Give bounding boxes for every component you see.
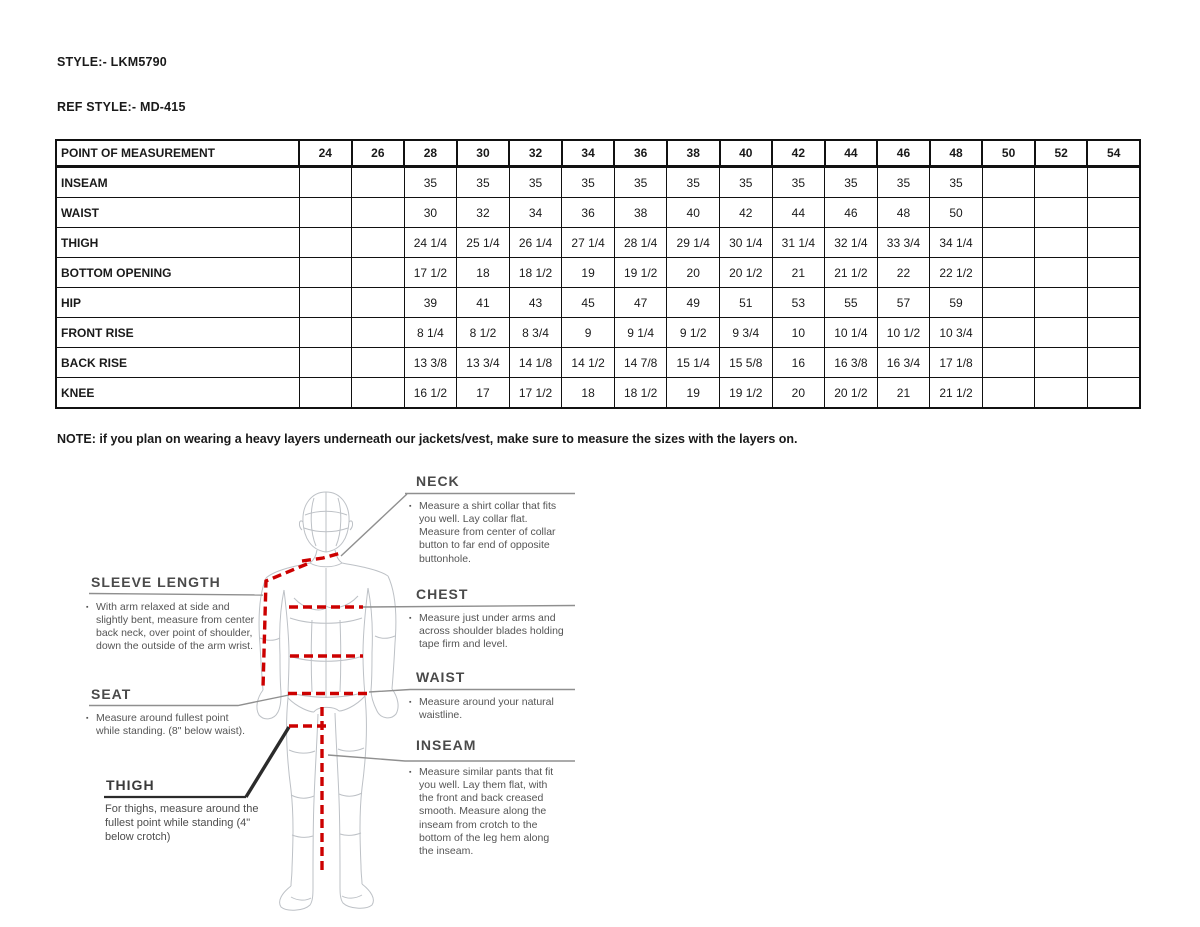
size-value-cell: 59	[930, 288, 983, 318]
size-value-cell: 41	[457, 288, 510, 318]
guide-title-sleeve-length: SLEEVE LENGTH	[91, 574, 221, 590]
guide-title-seat: SEAT	[91, 686, 132, 702]
size-value-cell: 9 1/2	[667, 318, 720, 348]
size-value-cell: 9 3/4	[720, 318, 773, 348]
size-value-cell: 14 1/8	[509, 348, 562, 378]
size-value-cell: 17 1/2	[509, 378, 562, 409]
size-value-cell	[982, 228, 1035, 258]
size-value-cell: 14 7/8	[614, 348, 667, 378]
size-value-cell: 8 1/4	[404, 318, 457, 348]
size-value-cell: 51	[720, 288, 773, 318]
size-column-header: 32	[509, 140, 562, 167]
size-value-cell: 57	[877, 288, 930, 318]
guide-desc: Measure similar pants that fit you well. Lay them flat, with the front and back creased smooth. Measure along the inseam from crotch to the bottom of the leg hem along the inseam.	[419, 766, 554, 857]
guide-text-neck	[409, 500, 557, 566]
size-value-cell	[299, 167, 352, 198]
size-value-cell	[1087, 348, 1140, 378]
guide-title-neck: NECK	[416, 473, 460, 489]
size-value-cell: 35	[772, 167, 825, 198]
size-value-cell: 20 1/2	[720, 258, 773, 288]
measurement-row	[56, 318, 1140, 348]
size-value-cell	[299, 258, 352, 288]
size-column-header: 28	[404, 140, 457, 167]
measurement-row	[56, 288, 1140, 318]
size-value-cell: 35	[457, 167, 510, 198]
size-value-cell: 35	[562, 167, 615, 198]
guide-title-inseam: INSEAM	[416, 737, 477, 753]
size-value-cell: 18	[562, 378, 615, 409]
size-value-cell: 10 1/2	[877, 318, 930, 348]
size-value-cell: 17 1/2	[404, 258, 457, 288]
size-value-cell: 10 3/4	[930, 318, 983, 348]
bullet-icon: ▪	[86, 715, 89, 722]
bullet-icon: ▪	[86, 604, 89, 611]
measurement-row	[56, 378, 1140, 409]
size-value-cell: 49	[667, 288, 720, 318]
size-value-cell	[1035, 318, 1088, 348]
size-value-cell: 53	[772, 288, 825, 318]
size-value-cell: 14 1/2	[562, 348, 615, 378]
size-value-cell	[1087, 258, 1140, 288]
size-value-cell	[352, 378, 405, 409]
measurement-row	[56, 198, 1140, 228]
size-value-cell: 21	[772, 258, 825, 288]
size-value-cell: 18	[457, 258, 510, 288]
size-value-cell	[1035, 258, 1088, 288]
size-value-cell: 33 3/4	[877, 228, 930, 258]
size-value-cell: 17	[457, 378, 510, 409]
size-value-cell	[1035, 378, 1088, 409]
size-value-cell: 8 3/4	[509, 318, 562, 348]
size-value-cell: 35	[825, 167, 878, 198]
size-column-header: 38	[667, 140, 720, 167]
measurement-label: WAIST	[56, 198, 299, 228]
size-value-cell	[299, 378, 352, 409]
size-value-cell: 13 3/8	[404, 348, 457, 378]
size-value-cell	[1087, 288, 1140, 318]
guide-desc: For thighs, measure around the fullest point while standing (4" below crotch)	[105, 803, 259, 843]
size-value-cell: 39	[404, 288, 457, 318]
size-value-cell	[1087, 167, 1140, 198]
guide-text-chest	[409, 612, 564, 651]
size-value-cell: 10 1/4	[825, 318, 878, 348]
figure-wireframe	[60, 460, 660, 925]
size-value-cell: 16 3/4	[877, 348, 930, 378]
size-value-cell	[1087, 378, 1140, 409]
size-value-cell: 18 1/2	[509, 258, 562, 288]
size-value-cell: 35	[614, 167, 667, 198]
measurement-label: FRONT RISE	[56, 318, 299, 348]
size-value-cell	[982, 198, 1035, 228]
size-value-cell: 22 1/2	[930, 258, 983, 288]
size-value-cell: 20 1/2	[825, 378, 878, 409]
size-value-cell	[1035, 348, 1088, 378]
size-column-header: 30	[457, 140, 510, 167]
size-column-header: 46	[877, 140, 930, 167]
size-value-cell: 8 1/2	[457, 318, 510, 348]
size-value-cell	[352, 167, 405, 198]
size-value-cell	[352, 258, 405, 288]
size-value-cell: 40	[667, 198, 720, 228]
size-value-cell: 48	[877, 198, 930, 228]
size-value-cell: 43	[509, 288, 562, 318]
size-value-cell: 10	[772, 318, 825, 348]
size-value-cell: 18 1/2	[614, 378, 667, 409]
size-value-cell	[982, 167, 1035, 198]
size-value-cell	[352, 198, 405, 228]
size-value-cell	[1087, 228, 1140, 258]
size-value-cell: 30 1/4	[720, 228, 773, 258]
size-column-header: 26	[352, 140, 405, 167]
size-value-cell: 27 1/4	[562, 228, 615, 258]
guide-desc: Measure just under arms and across shoulder blades holding tape firm and level.	[419, 612, 564, 651]
size-value-cell: 20	[772, 378, 825, 409]
measuring-guide-diagram	[60, 460, 660, 925]
size-value-cell	[1035, 167, 1088, 198]
size-value-cell: 16	[772, 348, 825, 378]
measurement-row	[56, 348, 1140, 378]
size-value-cell: 16 1/2	[404, 378, 457, 409]
size-value-cell: 34 1/4	[930, 228, 983, 258]
size-value-cell	[982, 318, 1035, 348]
size-value-cell: 35	[720, 167, 773, 198]
note-text: NOTE: if you plan on wearing a heavy layers underneath our jackets/vest, make sure to measure the sizes with the layers on.	[57, 432, 798, 446]
size-value-cell: 38	[614, 198, 667, 228]
guide-text-thigh	[105, 803, 277, 844]
size-value-cell	[352, 348, 405, 378]
size-value-cell: 21 1/2	[825, 258, 878, 288]
mannequin-outline	[257, 492, 398, 910]
waist-connector-line	[369, 690, 575, 693]
size-value-cell: 25 1/4	[457, 228, 510, 258]
size-value-cell	[352, 228, 405, 258]
ref-style-label: REF STYLE:- MD-415	[57, 100, 186, 114]
size-column-header: 24	[299, 140, 352, 167]
size-value-cell: 19	[667, 378, 720, 409]
size-value-cell: 24 1/4	[404, 228, 457, 258]
size-value-cell: 32 1/4	[825, 228, 878, 258]
size-column-header: 42	[772, 140, 825, 167]
measurement-row	[56, 167, 1140, 198]
sleeve-measure-line	[263, 564, 307, 688]
measurement-row	[56, 228, 1140, 258]
size-value-cell: 29 1/4	[667, 228, 720, 258]
size-value-cell: 9 1/4	[614, 318, 667, 348]
size-value-cell: 35	[404, 167, 457, 198]
guide-text-inseam	[409, 766, 561, 858]
size-value-cell: 19 1/2	[720, 378, 773, 409]
bullet-icon: ▪	[409, 503, 412, 510]
size-value-cell: 21 1/2	[930, 378, 983, 409]
size-value-cell	[1035, 198, 1088, 228]
measurement-table	[55, 139, 1141, 409]
guide-title-chest: CHEST	[416, 586, 469, 602]
guide-text-waist	[409, 696, 557, 722]
size-value-cell: 35	[509, 167, 562, 198]
size-value-cell: 42	[720, 198, 773, 228]
size-column-header: 34	[562, 140, 615, 167]
size-column-header: 54	[1087, 140, 1140, 167]
size-value-cell	[982, 348, 1035, 378]
guide-desc: Measure around your natural waistline.	[419, 696, 554, 722]
guide-desc: With arm relaxed at side and slightly bent, measure from center back neck, over point of shoulder, down the outside of the arm wrist.	[96, 601, 255, 653]
sleeve-connector-line	[89, 594, 263, 596]
size-value-cell: 47	[614, 288, 667, 318]
bullet-icon: ▪	[409, 699, 412, 706]
style-label: STYLE:- LKM5790	[57, 55, 167, 69]
size-value-cell	[982, 288, 1035, 318]
size-value-cell: 50	[930, 198, 983, 228]
size-value-cell	[299, 348, 352, 378]
guide-desc: Measure around fullest point while standing. (8" below waist).	[96, 712, 246, 738]
size-value-cell	[299, 198, 352, 228]
size-value-cell	[299, 288, 352, 318]
size-value-cell: 19 1/2	[614, 258, 667, 288]
corner-header: POINT OF MEASUREMENT	[56, 140, 299, 167]
size-value-cell: 20	[667, 258, 720, 288]
size-value-cell	[352, 288, 405, 318]
guide-desc: Measure a shirt collar that fits you well. Lay collar flat. Measure from center of collar button to far end of opposite buttonhole.	[419, 500, 557, 565]
size-value-cell: 28 1/4	[614, 228, 667, 258]
size-value-cell: 46	[825, 198, 878, 228]
size-value-cell: 31 1/4	[772, 228, 825, 258]
size-value-cell: 13 3/4	[457, 348, 510, 378]
guide-text-seat	[86, 712, 246, 738]
size-column-header: 40	[720, 140, 773, 167]
neck-connector-line	[341, 494, 407, 556]
size-column-header: 36	[614, 140, 667, 167]
size-value-cell: 44	[772, 198, 825, 228]
size-value-cell: 36	[562, 198, 615, 228]
size-value-cell: 17 1/8	[930, 348, 983, 378]
measurement-label: INSEAM	[56, 167, 299, 198]
guide-title-waist: WAIST	[416, 669, 466, 685]
size-value-cell	[352, 318, 405, 348]
measurement-label: HIP	[56, 288, 299, 318]
size-value-cell: 35	[930, 167, 983, 198]
size-value-cell: 35	[667, 167, 720, 198]
size-value-cell	[982, 258, 1035, 288]
guide-text-sleeve-length	[86, 601, 258, 654]
size-column-header: 48	[930, 140, 983, 167]
size-value-cell: 26 1/4	[509, 228, 562, 258]
measurement-label: BACK RISE	[56, 348, 299, 378]
size-column-header: 52	[1035, 140, 1088, 167]
size-value-cell: 55	[825, 288, 878, 318]
size-value-cell: 30	[404, 198, 457, 228]
measurement-row	[56, 258, 1140, 288]
size-value-cell: 15 1/4	[667, 348, 720, 378]
size-value-cell: 19	[562, 258, 615, 288]
size-value-cell: 32	[457, 198, 510, 228]
size-value-cell	[1035, 228, 1088, 258]
size-value-cell: 21	[877, 378, 930, 409]
neck-measure-line	[302, 553, 341, 561]
size-value-cell	[299, 318, 352, 348]
measurement-label: BOTTOM OPENING	[56, 258, 299, 288]
thigh-pointer-line	[246, 727, 289, 797]
size-value-cell: 16 3/8	[825, 348, 878, 378]
size-value-cell: 45	[562, 288, 615, 318]
bullet-icon: ▪	[409, 769, 412, 776]
size-column-header: 44	[825, 140, 878, 167]
size-value-cell: 34	[509, 198, 562, 228]
size-value-cell: 22	[877, 258, 930, 288]
measurement-label: KNEE	[56, 378, 299, 409]
bullet-icon: ▪	[409, 615, 412, 622]
size-value-cell	[299, 228, 352, 258]
size-value-cell: 15 5/8	[720, 348, 773, 378]
size-value-cell	[982, 378, 1035, 409]
size-value-cell: 35	[877, 167, 930, 198]
size-value-cell	[1087, 198, 1140, 228]
size-column-header: 50	[982, 140, 1035, 167]
size-value-cell	[1087, 318, 1140, 348]
size-header-row	[56, 140, 1140, 167]
measurement-table-head	[56, 140, 1140, 167]
measurement-table-body	[56, 167, 1140, 409]
size-value-cell	[1035, 288, 1088, 318]
guide-title-thigh: THIGH	[106, 777, 155, 793]
size-value-cell: 9	[562, 318, 615, 348]
measurement-label: THIGH	[56, 228, 299, 258]
